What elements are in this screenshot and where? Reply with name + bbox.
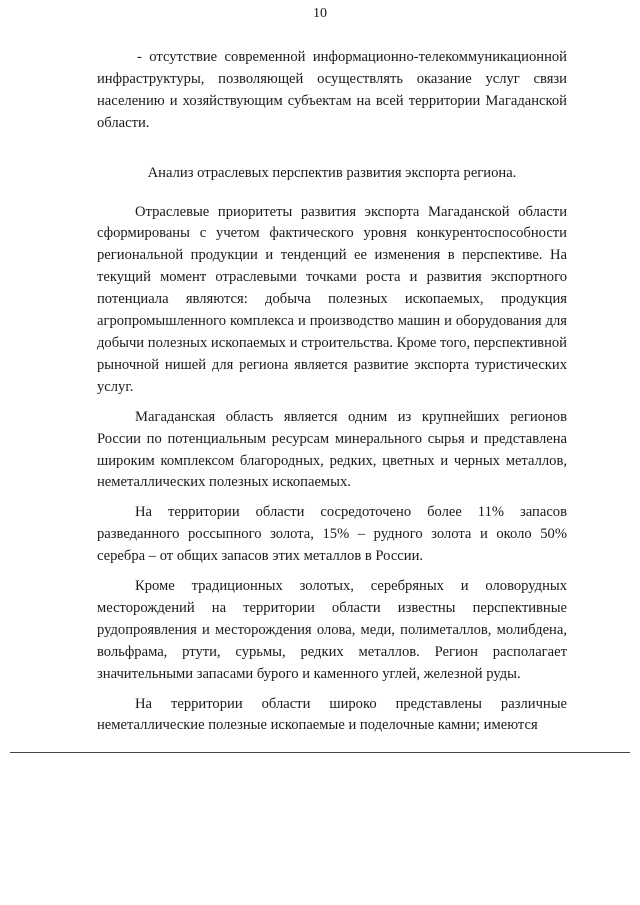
paragraph-deposits: Кроме традиционных золотых, серебряных и оловорудных месторождений на территории области известны перспективные рудопроявления и месторождения олова, меди, полиметаллов, молибдена, вольфрама, ртути, сурьмы, редких металлов. Регион располагает значительными запасами бурого и каменного углей, железной руды.: [97, 578, 567, 682]
paragraph-infrastructure: - отсутствие современной информационно-телекоммуникационной инфраструктуры, позволяющей осуществлять оказание услуг связи населению и хозяйствующим субъектам на всей территории Магаданской области.: [97, 49, 567, 131]
section-heading: Анализ отраслевых перспектив развития экспорта региона.: [147, 164, 517, 181]
page-number: 10: [313, 6, 327, 21]
document-body: [97, 47, 567, 737]
paragraph-gold-reserves: На территории области сосредоточено более 11% запасов разведанного россыпного золота, 15% – рудного золота и около 50% серебра – от общих запасов этих металлов в России.: [97, 504, 567, 565]
footer-divider: [10, 752, 630, 753]
paragraph-nonmetallic: На территории области широко представлены различные неметаллические полезные ископаемые и поделочные камни; имеются: [97, 695, 567, 734]
paragraph-export-priorities: Отраслевые приоритеты развития экспорта Магаданской области сформированы с учетом фактического уровня конкурентоспособности региональной продукции и тенденций ее изменения в перспективе. На текущий момент отраслевыми точками роста и развития экспортного потенциала являются: добыча полезных ископаемых, продукция агропромышленного комплекса и производство машин и оборудования для добычи полезных ископаемых и строительства. Кроме того, перспективной рыночной нишей для региона является развитие экспорта туристических услуг.: [97, 203, 567, 395]
paragraph-mineral-resources: Магаданская область является одним из крупнейших регионов России по потенциальным ресурсам минерального сырья и представлена широким комплексом благородных, редких, цветных и черных металлов, неметаллических полезных ископаемых.: [97, 408, 567, 491]
